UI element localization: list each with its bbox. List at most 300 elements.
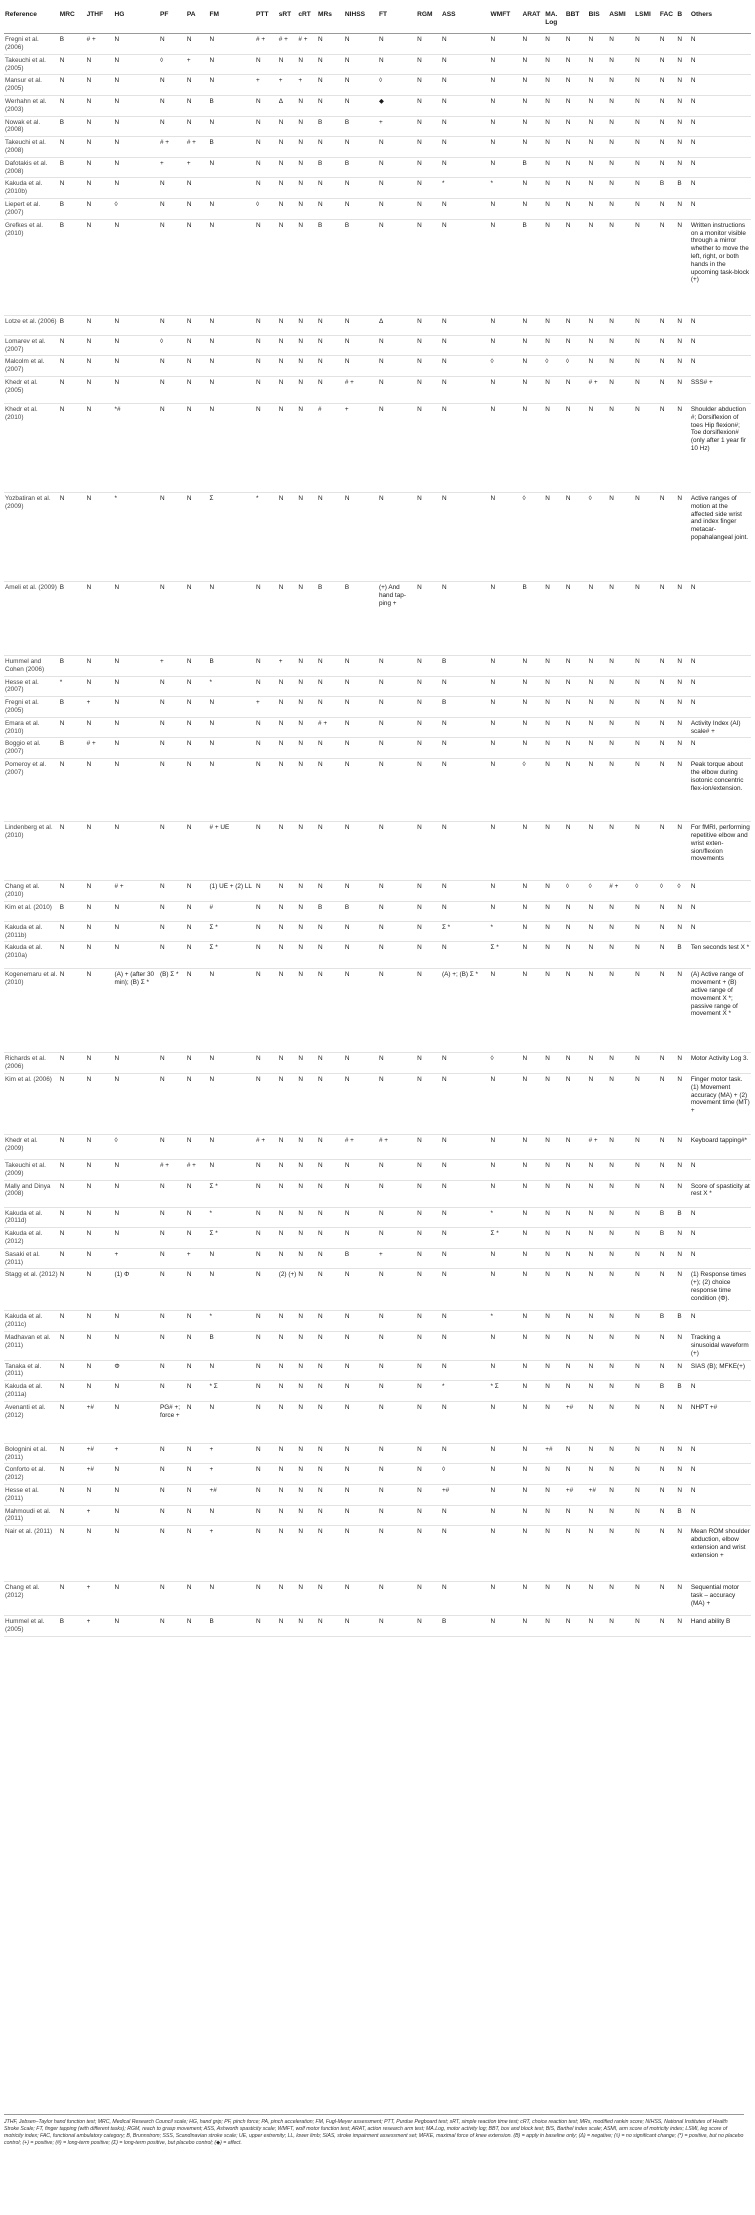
- table-row: [4, 1582, 751, 1616]
- result-cell: B: [677, 1383, 682, 1391]
- result-cell: N: [114, 139, 120, 147]
- result-cell: N: [609, 1584, 614, 1592]
- result-cell: N: [59, 1507, 65, 1515]
- results-table: [4, 8, 751, 1637]
- result-cell: N: [256, 1271, 261, 1279]
- result-cell: (2) (+): [278, 1271, 297, 1279]
- result-cell: N: [545, 77, 550, 85]
- result-cell: N: [490, 1250, 496, 1258]
- result-cell: (1) UE + (2) LL: [209, 883, 252, 891]
- reference-cell: Takeuchi et al. (2008): [5, 139, 46, 154]
- result-cell: N: [609, 1362, 614, 1370]
- result-cell: ◊: [441, 1466, 446, 1474]
- result-cell: N: [317, 1313, 323, 1321]
- result-cell: N: [545, 1271, 550, 1279]
- result-cell: N: [417, 699, 422, 707]
- result-cell: N: [490, 761, 496, 769]
- result-cell: N: [565, 740, 571, 748]
- result-cell: # +: [256, 36, 266, 44]
- result-cell: N: [186, 97, 192, 105]
- result-cell: N: [159, 1584, 165, 1592]
- result-cell: N: [417, 317, 422, 325]
- result-cell: N: [609, 1528, 614, 1536]
- result-cell: N: [609, 699, 614, 707]
- result-cell: N: [635, 1618, 640, 1626]
- result-cell: N: [522, 1055, 528, 1063]
- result-cell: N: [490, 221, 496, 229]
- result-cell: N: [344, 1487, 350, 1494]
- result-cell: N: [186, 1507, 192, 1515]
- result-cell: N: [378, 1528, 384, 1536]
- result-cell: N: [635, 317, 640, 325]
- result-cell: N: [659, 139, 665, 147]
- result-cell: N: [441, 883, 447, 891]
- result-cell: N: [298, 903, 303, 911]
- result-cell: N: [545, 699, 550, 707]
- result-cell: N: [635, 201, 640, 209]
- result-cell: N: [588, 1209, 594, 1217]
- result-cell: N: [490, 77, 496, 85]
- result-cell: B: [59, 903, 65, 911]
- result-cell: N: [635, 824, 640, 832]
- result-cell: N: [344, 971, 350, 979]
- result-cell: N: [609, 923, 614, 931]
- result-cell: N: [317, 1528, 323, 1536]
- result-cell: N: [317, 1584, 323, 1592]
- table-row: [4, 1073, 751, 1134]
- result-cell: N: [417, 221, 422, 229]
- others-cell: SSS# +: [690, 378, 713, 386]
- result-cell: N: [317, 1182, 323, 1190]
- result-cell: +: [209, 1528, 214, 1536]
- result-cell: N: [114, 1182, 120, 1190]
- result-cell: N: [317, 56, 323, 64]
- result-cell: N: [186, 1584, 192, 1592]
- result-cell: N: [59, 1230, 65, 1238]
- column-header: MRs: [317, 8, 344, 34]
- result-cell: +: [186, 159, 191, 167]
- result-cell: Σ *: [209, 1182, 218, 1190]
- result-cell: +#: [441, 1487, 450, 1494]
- result-cell: N: [609, 1487, 614, 1494]
- table-row: [4, 969, 751, 1053]
- result-cell: N: [159, 583, 165, 591]
- result-cell: N: [545, 201, 550, 209]
- result-cell: ◊: [588, 883, 592, 891]
- result-cell: N: [545, 1618, 550, 1626]
- reference-cell: Kogenemaru et al. (2010): [5, 971, 58, 987]
- result-cell: N: [344, 1209, 350, 1217]
- result-cell: N: [677, 719, 683, 727]
- result-cell: N: [441, 118, 447, 126]
- result-cell: N: [441, 1445, 447, 1453]
- result-cell: N: [677, 1055, 683, 1063]
- column-header: FAC: [659, 8, 677, 34]
- result-cell: N: [298, 824, 303, 832]
- others-cell: N: [690, 903, 696, 911]
- result-cell: N: [417, 201, 422, 209]
- result-cell: N: [545, 678, 550, 686]
- result-cell: N: [317, 36, 323, 44]
- reference-cell: Kakuda et al. (2011d): [5, 1209, 43, 1225]
- result-cell: N: [317, 317, 323, 325]
- result-cell: B: [59, 201, 65, 209]
- reference-cell: Hesse et al. (2011): [5, 1487, 39, 1502]
- result-cell: N: [565, 337, 571, 345]
- result-cell: N: [659, 1487, 665, 1494]
- reference-cell: Malcolm et al. (2007): [5, 358, 45, 374]
- result-cell: N: [522, 971, 528, 979]
- result-cell: N: [588, 657, 594, 665]
- result-cell: N: [441, 1528, 447, 1536]
- reference-cell: Dafotakis et al. (2008): [5, 159, 48, 175]
- result-cell: N: [378, 761, 384, 769]
- result-cell: N: [186, 1445, 192, 1453]
- result-cell: N: [417, 903, 422, 911]
- result-cell: N: [256, 358, 261, 366]
- result-cell: N: [659, 97, 665, 105]
- result-cell: N: [209, 36, 215, 44]
- result-cell: N: [159, 1528, 165, 1536]
- result-cell: N: [522, 1313, 528, 1321]
- result-cell: *: [209, 678, 213, 686]
- result-cell: N: [278, 1584, 284, 1592]
- result-cell: N: [609, 378, 614, 386]
- result-cell: N: [186, 1383, 192, 1391]
- result-cell: # +: [344, 1136, 354, 1144]
- result-cell: N: [317, 1403, 323, 1411]
- result-cell: N: [186, 1271, 192, 1279]
- result-cell: N: [635, 118, 640, 126]
- result-cell: +: [186, 1250, 191, 1258]
- result-cell: N: [378, 971, 384, 979]
- result-cell: N: [588, 159, 594, 167]
- result-cell: N: [490, 883, 496, 891]
- result-cell: N: [344, 201, 350, 209]
- result-cell: N: [186, 77, 192, 85]
- result-cell: N: [114, 159, 120, 167]
- result-cell: N: [344, 1403, 350, 1411]
- result-cell: N: [417, 1487, 422, 1494]
- column-header: LSMI: [634, 8, 659, 34]
- result-cell: N: [186, 1334, 192, 1342]
- result-cell: # +: [114, 883, 124, 891]
- result-cell: N: [545, 1075, 550, 1083]
- result-cell: N: [378, 923, 384, 931]
- result-cell: N: [659, 118, 665, 126]
- result-cell: N: [86, 494, 92, 502]
- table-row: [4, 376, 751, 403]
- result-cell: N: [609, 1209, 614, 1217]
- result-cell: N: [565, 1507, 571, 1515]
- result-cell: N: [114, 1507, 120, 1515]
- table-row: [4, 697, 751, 718]
- result-cell: N: [159, 77, 165, 85]
- result-cell: N: [186, 201, 192, 209]
- result-cell: N: [209, 201, 215, 209]
- result-cell: N: [59, 1209, 65, 1217]
- result-cell: N: [344, 1075, 350, 1083]
- result-cell: N: [209, 761, 215, 769]
- result-cell: N: [635, 1075, 640, 1083]
- result-cell: N: [209, 1362, 215, 1370]
- result-cell: N: [186, 1403, 192, 1411]
- result-cell: N: [588, 358, 594, 366]
- result-cell: N: [317, 971, 323, 979]
- result-cell: N: [278, 1182, 284, 1190]
- table-row: [4, 54, 751, 75]
- result-cell: N: [565, 317, 571, 325]
- result-cell: N: [490, 903, 496, 911]
- result-cell: N: [545, 1362, 550, 1370]
- result-cell: B: [441, 699, 447, 707]
- result-cell: N: [441, 494, 447, 502]
- result-cell: N: [490, 1161, 496, 1169]
- result-cell: N: [59, 761, 65, 769]
- result-cell: N: [565, 405, 571, 413]
- column-header: HG: [114, 8, 159, 34]
- others-cell: Motor Activity Log 3.: [690, 1055, 749, 1063]
- result-cell: N: [441, 1136, 447, 1144]
- result-cell: N: [378, 1466, 384, 1474]
- result-cell: N: [344, 1362, 350, 1370]
- result-cell: N: [344, 923, 350, 931]
- table-row: [4, 95, 751, 116]
- result-cell: N: [59, 1487, 65, 1494]
- result-cell: N: [565, 1182, 571, 1190]
- result-cell: N: [545, 159, 550, 167]
- result-cell: N: [677, 740, 683, 748]
- result-cell: N: [609, 1403, 614, 1411]
- result-cell: N: [298, 1182, 303, 1190]
- result-cell: B: [59, 657, 65, 665]
- result-cell: N: [545, 1182, 550, 1190]
- result-cell: N: [677, 1334, 683, 1342]
- reference-cell: Lomarev et al. (2007): [5, 337, 46, 353]
- result-cell: N: [417, 824, 422, 832]
- result-cell: N: [86, 180, 92, 188]
- result-cell: # +: [588, 378, 598, 386]
- result-cell: N: [490, 719, 496, 727]
- result-cell: N: [378, 719, 384, 727]
- result-cell: N: [186, 1528, 192, 1536]
- others-cell: N: [690, 583, 696, 591]
- result-cell: N: [186, 1075, 192, 1083]
- result-cell: N: [186, 944, 192, 952]
- result-cell: N: [588, 337, 594, 345]
- result-cell: N: [659, 1161, 665, 1169]
- result-cell: N: [635, 719, 640, 727]
- result-cell: N: [114, 1528, 120, 1536]
- result-cell: N: [278, 1383, 284, 1391]
- result-cell: N: [378, 1383, 384, 1391]
- result-cell: N: [378, 1230, 384, 1238]
- result-cell: N: [522, 1383, 528, 1391]
- result-cell: N: [256, 1182, 261, 1190]
- result-cell: N: [378, 1209, 384, 1217]
- result-cell: N: [490, 337, 496, 345]
- column-header: WMFT: [489, 8, 521, 34]
- result-cell: N: [677, 97, 683, 105]
- reference-cell: Nair et al. (2011): [5, 1528, 53, 1536]
- result-cell: N: [186, 1618, 192, 1626]
- result-cell: N: [86, 903, 92, 911]
- result-cell: N: [490, 1528, 496, 1536]
- result-cell: N: [677, 1362, 683, 1370]
- result-cell: N: [659, 317, 665, 325]
- result-cell: N: [86, 971, 92, 979]
- table-row: [4, 881, 751, 902]
- result-cell: N: [298, 180, 303, 188]
- result-cell: N: [298, 1313, 303, 1321]
- result-cell: B: [659, 1383, 665, 1391]
- result-cell: N: [565, 699, 571, 707]
- result-cell: N: [378, 1445, 384, 1453]
- reference-cell: Sasaki et al. (2011): [5, 1250, 40, 1266]
- column-header: BIS: [588, 8, 609, 34]
- result-cell: N: [344, 824, 350, 832]
- result-cell: N: [635, 903, 640, 911]
- result-cell: N: [59, 337, 65, 345]
- result-cell: N: [278, 1466, 284, 1474]
- result-cell: N: [186, 118, 192, 126]
- reference-cell: Fregni et al. (2006): [5, 36, 39, 51]
- result-cell: N: [522, 719, 528, 727]
- result-cell: N: [441, 77, 447, 85]
- result-cell: N: [588, 1313, 594, 1321]
- table-row: [4, 199, 751, 220]
- result-cell: N: [278, 1487, 284, 1494]
- result-cell: N: [256, 405, 261, 413]
- result-cell: B: [522, 221, 527, 229]
- result-cell: N: [317, 824, 323, 832]
- result-cell: *: [441, 180, 445, 188]
- result-cell: N: [565, 1313, 571, 1321]
- result-cell: N: [86, 883, 92, 891]
- result-cell: N: [278, 1445, 284, 1453]
- result-cell: ◊: [159, 56, 164, 64]
- column-header: RGM: [416, 8, 441, 34]
- result-cell: N: [441, 1250, 447, 1258]
- result-cell: N: [298, 358, 303, 366]
- result-cell: N: [545, 317, 550, 325]
- result-cell: N: [417, 1250, 422, 1258]
- reference-cell: Hummel et al. (2005): [5, 1618, 45, 1634]
- result-cell: N: [635, 337, 640, 345]
- result-cell: ◊: [490, 1055, 494, 1063]
- result-cell: N: [256, 1161, 261, 1169]
- result-cell: N: [635, 923, 640, 931]
- result-cell: N: [441, 36, 447, 44]
- result-cell: N: [298, 1136, 303, 1144]
- result-cell: +: [256, 77, 260, 85]
- result-cell: N: [522, 1075, 528, 1083]
- result-cell: N: [209, 378, 215, 386]
- result-cell: N: [86, 761, 92, 769]
- result-cell: N: [659, 1075, 665, 1083]
- reference-cell: Bolognini et al. (2011): [5, 1445, 47, 1461]
- result-cell: N: [635, 1271, 640, 1279]
- result-cell: N: [209, 1055, 215, 1063]
- result-cell: N: [59, 1403, 65, 1411]
- page: [4, 0, 751, 2147]
- result-cell: N: [59, 1313, 65, 1321]
- reference-cell: Pomeroy et al. (2007): [5, 761, 47, 776]
- result-cell: N: [545, 378, 550, 386]
- result-cell: N: [378, 944, 384, 952]
- result-cell: N: [378, 36, 384, 44]
- result-cell: N: [186, 1055, 192, 1063]
- result-cell: N: [609, 358, 614, 366]
- result-cell: N: [490, 36, 496, 44]
- result-cell: N: [378, 657, 384, 665]
- result-cell: +#: [565, 1403, 574, 1411]
- result-cell: N: [545, 824, 550, 832]
- result-cell: N: [522, 358, 528, 366]
- result-cell: N: [490, 740, 496, 748]
- result-cell: N: [659, 494, 665, 502]
- result-cell: N: [186, 337, 192, 345]
- result-cell: *: [490, 1209, 493, 1217]
- others-cell: N: [690, 699, 696, 707]
- table-row: [4, 1180, 751, 1207]
- result-cell: N: [659, 36, 665, 44]
- result-cell: N: [677, 903, 683, 911]
- result-cell: N: [522, 1209, 528, 1217]
- result-cell: +#: [86, 1403, 94, 1411]
- result-cell: N: [565, 494, 571, 502]
- result-cell: N: [609, 903, 614, 911]
- result-cell: N: [677, 337, 683, 345]
- result-cell: N: [159, 824, 165, 832]
- result-cell: N: [114, 583, 120, 591]
- result-cell: +#: [565, 1487, 574, 1494]
- result-cell: N: [278, 56, 284, 64]
- result-cell: (A) +; (B) Σ *: [441, 971, 479, 979]
- result-cell: N: [659, 1250, 665, 1258]
- result-cell: N: [417, 337, 422, 345]
- result-cell: +: [298, 77, 303, 85]
- result-cell: N: [86, 1362, 92, 1370]
- result-cell: N: [378, 378, 384, 386]
- result-cell: +: [278, 657, 283, 665]
- result-cell: N: [317, 1466, 323, 1474]
- result-cell: N: [588, 405, 594, 413]
- result-cell: N: [677, 118, 683, 126]
- result-cell: N: [114, 56, 120, 64]
- result-cell: N: [609, 36, 614, 44]
- result-cell: N: [86, 358, 92, 366]
- result-cell: N: [417, 971, 422, 979]
- result-cell: N: [635, 97, 640, 105]
- result-cell: N: [317, 494, 323, 502]
- result-cell: N: [677, 1230, 683, 1238]
- result-cell: N: [378, 1182, 384, 1190]
- result-cell: N: [159, 1487, 165, 1494]
- result-cell: N: [278, 1209, 284, 1217]
- result-cell: N: [344, 77, 350, 85]
- column-header: PA: [186, 8, 209, 34]
- result-cell: N: [317, 201, 323, 209]
- result-cell: N: [565, 1230, 571, 1238]
- result-cell: N: [609, 1383, 614, 1391]
- result-cell: N: [344, 883, 350, 891]
- result-cell: N: [490, 1403, 496, 1411]
- result-cell: N: [490, 378, 496, 386]
- result-cell: N: [186, 923, 192, 931]
- result-cell: N: [378, 1161, 384, 1169]
- result-cell: N: [86, 944, 92, 952]
